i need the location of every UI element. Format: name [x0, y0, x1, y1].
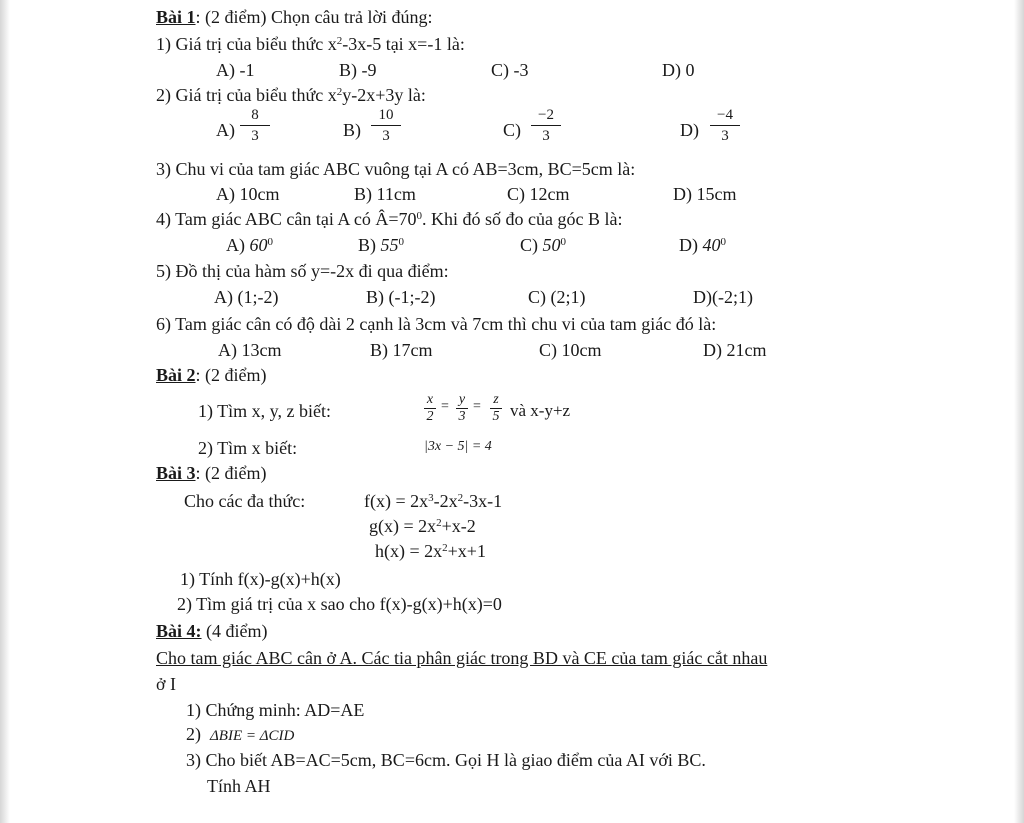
q3-option-d[interactable]: D) 15cm — [673, 184, 737, 204]
ratio-eq-2: = — [473, 399, 481, 414]
bai2-item2: 2) Tìm x biết: — [198, 438, 298, 458]
poly-f-a: f(x) = 2x — [364, 491, 429, 511]
q2-b-num: 10 — [378, 107, 394, 123]
bai3-intro: Cho các đa thức: — [184, 491, 306, 511]
q1-option-a[interactable]: A) -1 — [216, 60, 255, 80]
poly-f-e: -3x-1 — [463, 491, 503, 511]
q5-option-b[interactable]: B) (-1;-2) — [366, 287, 436, 307]
q4-c-deg: 0 — [560, 236, 566, 248]
bai3-item1: 1) Tính f(x)-g(x)+h(x) — [180, 569, 341, 589]
poly-h-a: h(x) = 2x — [375, 541, 443, 561]
q6-option-b[interactable]: B) 17cm — [370, 340, 433, 360]
q4-d-deg: 0 — [720, 236, 726, 248]
bai4-item2-expr: ΔBIE = ΔCID — [210, 728, 295, 744]
q4-text — [156, 208, 623, 230]
q2-option-c-letter[interactable]: C) — [503, 120, 521, 140]
q5-option-d[interactable]: D)(-2;1) — [693, 287, 753, 307]
q2-option-d-letter[interactable]: D) — [680, 120, 699, 140]
bai4-title: Bài 4: — [156, 621, 202, 641]
q1-text-c: -3x-5 tại x=-1 là: — [342, 34, 465, 54]
bai4-intro-line1: Cho tam giác ABC cân ở A. Các tia phân giác trong BD và CE của tam giác cắt nhau — [156, 648, 768, 668]
bai4-item3b: Tính AH — [207, 776, 271, 796]
bai2-title: Bài 2 — [156, 365, 196, 385]
ratio-eq-1: = — [441, 399, 449, 414]
q1-text-a: 1) Giá trị của biểu thức x — [156, 34, 337, 54]
ratio-tail: và x-y+z — [510, 401, 571, 420]
poly-h-c: +x+1 — [447, 541, 486, 561]
poly-h — [375, 540, 486, 562]
q4-text-a: 4) Tam giác ABC cân tại A có Â=70 — [156, 209, 417, 229]
bai3-heading — [156, 462, 267, 484]
q4-text-c: . Khi đó số đo của góc B là: — [422, 209, 623, 229]
poly-g-exp: 2 — [436, 517, 442, 529]
q2-exp: 2 — [336, 86, 343, 98]
q2-option-a-fraction[interactable] — [237, 106, 273, 145]
poly-g-a: g(x) = 2x — [369, 516, 437, 536]
ratio-y-den: 3 — [458, 409, 466, 424]
q2-text-c: y-2x+3y là: — [342, 85, 426, 105]
q3-option-c[interactable]: C) 12cm — [507, 184, 570, 204]
q4-a-letter: A) — [226, 235, 250, 255]
ratio-z-num: z — [493, 392, 499, 407]
q2-option-c-fraction[interactable] — [528, 106, 564, 145]
q2-c-den: 3 — [542, 128, 550, 144]
q6-option-c[interactable]: C) 10cm — [539, 340, 602, 360]
q2-text-a: 2) Giá trị của biểu thức x — [156, 85, 337, 105]
q4-option-d[interactable] — [679, 234, 726, 256]
q4-a-val: 60 — [249, 235, 268, 255]
q2-text — [156, 84, 426, 106]
poly-f-exp1: 3 — [428, 492, 434, 504]
bai3-title: Bài 3 — [156, 463, 196, 483]
q4-c-val: 50 — [542, 235, 561, 255]
q4-b-deg: 0 — [398, 236, 404, 248]
q2-c-num: −2 — [538, 107, 554, 123]
q5-option-c[interactable]: C) (2;1) — [528, 287, 586, 307]
poly-f — [364, 490, 502, 512]
q2-d-den: 3 — [721, 128, 729, 144]
q5-option-a[interactable]: A) (1;-2) — [214, 287, 279, 307]
q4-option-a[interactable] — [226, 234, 273, 256]
q3-text: 3) Chu vi của tam giác ABC vuông tại A có AB=3cm, BC=5cm là: — [156, 159, 636, 179]
ratio-y — [455, 393, 469, 424]
bai1-title: Bài 1 — [156, 7, 196, 27]
bai3-item2: 2) Tìm giá trị của x sao cho f(x)-g(x)+h(x)=0 — [177, 594, 502, 614]
q4-deg: 0 — [416, 210, 423, 222]
bai4-item2 — [186, 723, 294, 747]
q2-a-num: 8 — [251, 107, 259, 123]
bai4-heading — [156, 620, 268, 642]
bai3-points: : (2 điểm) — [195, 463, 267, 483]
q3-option-b[interactable]: B) 11cm — [354, 184, 416, 204]
right-page-shadow — [1014, 0, 1024, 823]
ratio-x — [423, 393, 437, 424]
q6-text: 6) Tam giác cân có độ dài 2 cạnh là 3cm và 7cm thì chu vi của tam giác đó là: — [156, 314, 717, 334]
bai2-item1: 1) Tìm x, y, z biết: — [198, 401, 331, 421]
bai4-item3: 3) Cho biết AB=AC=5cm, BC=6cm. Gọi H là giao điểm của AI với BC. — [186, 750, 706, 770]
q2-a-den: 3 — [251, 128, 259, 144]
poly-g — [369, 515, 476, 537]
bai4-item1: 1) Chứng minh: AD=AE — [186, 700, 365, 720]
ratio-y-num: y — [458, 392, 466, 407]
q2-d-num: −4 — [717, 107, 733, 123]
q3-option-a[interactable]: A) 10cm — [216, 184, 280, 204]
q2-option-d-fraction[interactable] — [707, 106, 743, 145]
bai4-points: (4 điểm) — [201, 621, 268, 641]
bai2-points: : (2 điểm) — [195, 365, 267, 385]
q4-b-letter: B) — [358, 235, 381, 255]
q2-option-a-letter[interactable]: A) — [216, 120, 235, 140]
bai4-item2-num: 2) — [186, 724, 201, 744]
q4-c-letter: C) — [520, 235, 543, 255]
poly-h-exp: 2 — [442, 542, 448, 554]
abs-equation: |3x − 5| = 4 — [424, 439, 492, 454]
q4-a-deg: 0 — [267, 236, 273, 248]
poly-f-c: -2x — [433, 491, 458, 511]
ratio-x-num: x — [426, 392, 434, 407]
ratio-x-den: 2 — [426, 409, 434, 424]
left-page-shadow — [0, 0, 10, 823]
ratio-z-den: 5 — [492, 409, 500, 424]
q4-d-val: 40 — [702, 235, 721, 255]
q4-option-c[interactable] — [520, 234, 566, 256]
bai4-intro-line2: ở I — [156, 674, 177, 694]
q4-d-letter: D) — [679, 235, 703, 255]
q6-option-d[interactable]: D) 21cm — [703, 340, 767, 360]
q2-option-b-fraction[interactable] — [368, 106, 404, 145]
q4-option-b[interactable] — [358, 234, 404, 256]
q1-text — [156, 33, 465, 55]
q6-option-a[interactable]: A) 13cm — [218, 340, 282, 360]
q4-b-val: 55 — [380, 235, 399, 255]
q1-exp: 2 — [336, 35, 343, 47]
bai1-points: : (2 điểm) Chọn câu trả lời đúng: — [195, 7, 433, 27]
q5-text: 5) Đồ thị của hàm số y=-2x đi qua điểm: — [156, 261, 449, 281]
q2-option-b-letter[interactable]: B) — [343, 120, 361, 140]
q1-option-c[interactable]: C) -3 — [491, 60, 529, 80]
bai1-heading — [156, 6, 433, 28]
poly-g-c: +x-2 — [441, 516, 476, 536]
poly-f-exp2: 2 — [457, 492, 464, 504]
bai2-heading — [156, 364, 267, 386]
ratio-z — [489, 393, 503, 424]
q1-option-b[interactable]: B) -9 — [339, 60, 377, 80]
q2-b-den: 3 — [382, 128, 390, 144]
q1-option-d[interactable]: D) 0 — [662, 60, 695, 80]
